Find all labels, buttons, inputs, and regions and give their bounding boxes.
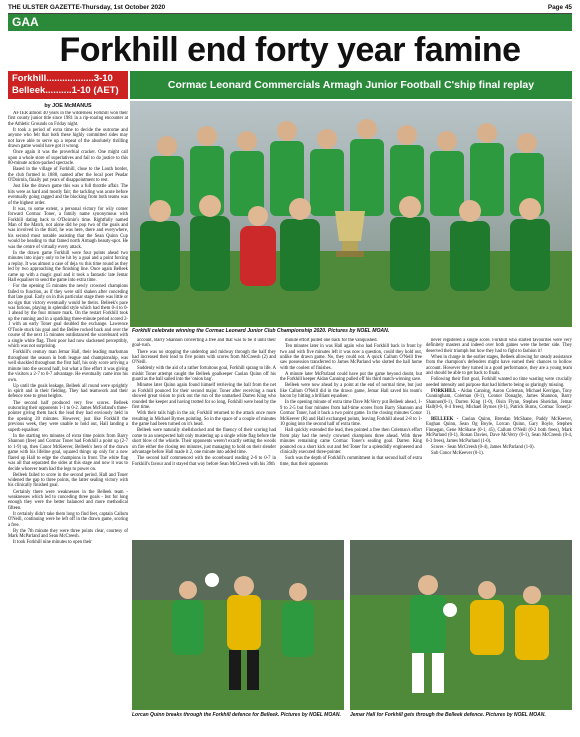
subs-line: Sub Conor McKeever (0-1). (431, 450, 484, 456)
page-number: Page 45 (547, 4, 572, 11)
masthead-title: THE ULSTER GAZETTE-Thursday, 1st October 2020 (8, 4, 166, 11)
paragraph: When in charge in the earlier stages, Belleek allowing for steady assistance from the champion's defenders might have earned their chances to hollow account. However they turned in a good performance, they are a young team and should be able to get back to finals. (426, 354, 572, 377)
paragraph: Certainly there were weaknesses in the Belleek team - weaknesses which led to conceding three goals - but for long enough they were the better balanced and more methodical fifteen. (8, 489, 128, 511)
paragraph: For the opening 15 minutes the newly crowned champions failed to function, as if they were still shaken after conceding that late goal. Early on in this particular stage there was little or no sign that victory eventually would be theirs. Belleek's pace was furious, playing in splendid style which had them 0-4 to 0-1 ahead by the four minute mark. On the restart Forkhill took up the running and in a sparkling three-minute period scored 2-1 with an early Toner goal doubled the exchange. Lawrence O'Toole stuck his goal and the Bellee rocked back and over the course of the next 15 minutes outdistanced the scoreboard with a single white flag. Their poor had now slackened perceptibly, which was not surprising. (8, 284, 128, 350)
paragraph: Belleek failed to score in the second period. Hall and Toner widened the gap to three points, the latter sealing victory with his clinically finished goal. (8, 472, 128, 489)
action-photo-belleek (132, 540, 344, 710)
team-label: BELLEEK - (431, 416, 459, 422)
action-photo-forkhill (350, 540, 572, 710)
paragraph: There was no stopping the underdog and midway through the half they had increased their lead to five points with scores from McCreesh (2) and O'Neill. (132, 349, 276, 366)
scores-line: Scores - Sean McCreesh (0-4), James McParland (1-0). (431, 444, 535, 450)
football-icon (205, 573, 219, 587)
paragraph: With their tails high in the air, Forkhill returned to the attack once more resulting in Michael Byrnes pointing. So in the space of a couple of minutes the game had been turned on it's head. (132, 411, 276, 428)
paragraph: Hall quickly extended the lead, then pointed a free then Coleman's effort from play had the newly crowned champions three ahead. With three minutes remaining came Cormac Toner's sealing goal. Darren King pounced on a short kick out and fed Toner for a splendidly engineered and clinically executed three-pointer. (280, 428, 422, 456)
action-photo-caption-forkhill: Jemar Hall for Forkhill gets through the Belleek defence. Pictures by NOEL MOAN. (350, 712, 546, 718)
paragraph: In the drawn game Forkhill were four points ahead two minutes into injury only to be hit by a goal and a point forcing a replay. It was almost a case of deja vu this time round as they led by two approaching the finishing line. Once again Belleek came up with a magic goal and it took a fantastic late Jemar Hall equaliser to send the game into extra time. (8, 250, 128, 284)
action-photo-illustration (350, 540, 572, 710)
action-photo-illustration (132, 540, 344, 710)
team-celebration-photo (130, 101, 572, 327)
paragraph: Once again it was the proverbial cracker. One might call upon a whole store of superlatives and fail to do justice to this 80-minute action-packed spectacle. (8, 150, 128, 167)
team-players: Caolan Quinn, Brendan McShane, Paddy McKeever, Eoghan Quinn, Sean Og Boyle, Lorcan Quinn, Gary Boyle, Stephen Finnegan, Gene McShane (0-1, 45), Callum O'Neill (0-2 both frees), Mark McParland (0-1), Ronan Davies, Dave McVerry (0-1), Sean McCreesh (0-4, 0-3 frees), James McParland (1-0). (426, 416, 572, 444)
headline: Forkhill end forty year famine (59, 31, 521, 69)
paragraph: The second half produced very few scores. Belleek outscoring their opponents 1-1 to 0-2. James McFarland's three-pointer giving them back the lead they had enviously held in the opening 20 minutes. However, just like Forkhill the previous week, they were unable to hold out, Hall landing a superb equaliser. (8, 400, 128, 433)
paragraph: Suddenly with the aid of a rather fortuitous goal, Forkhill sprang to life. A mishit Toner attempt caught the Belleek goalkeeper Caolan Quinn off his guard as the ball sailed into the 'onion bag'. (132, 366, 276, 383)
paragraph: Belleek were naturally shellshocked and the fluency of their scoring had come to an unexpected halt only mustering up a single white flag before the short blow of the whistle. Their opponents weren't exactly setting the woods on fire either the closing ten minutes, just managing to hold on their slender advantage before Hall made it 2, one minute into added time. (132, 428, 276, 456)
article-column-4 (426, 338, 572, 538)
paragraph: In the starting ten minutes of extra time points from Barry Shannon (free) and Cormac Toner had Forkhill a point up (2-7 to 1-9) up, then Conor McKeever, Belleek's hero of the drawn game with his lifeline goal, squared things up only for a new flared up Hall to edge the champions in front. The white flag was all that separated the sides at this stage and now it was to decide whoever team had the legs to power on. (8, 433, 128, 472)
article-column-3 (280, 338, 422, 538)
byline: by JOE McMANUS (44, 103, 92, 109)
paragraph: Belleek were now ahead by a point at the end of normal time, but just like Callum O'Neill did in the drawn game, Jemar Hall saved his team's bacon by hitting a brilliant equaliser. (280, 383, 422, 400)
paragraph: It took Forkhill nine minutes to open their (13, 540, 92, 546)
article-column-2 (132, 338, 276, 538)
paragraph: Forkhill's century man Jemar Hall, their leading marksman throughout the season in both league and championship, was well shackled throughout the first half, his only score arriving a minute into the second half, but what a fine effort it was giving the visitors a 2-7 to 0-7 advantage. He eventually came into his own. (8, 350, 128, 383)
paragraph: Ten minutes later in was Hall again who had Forkhill back in front by two and with five minutes left it was now a question, could they hold out, unlike the drawn game. No, they could not. A quick Callum O'Neill free saw possession transferred to James McParland who slotted the ball home with the coolest of finishes. (280, 344, 422, 371)
paragraph: It was, to some extent, a personal victory for wily corner forward Cormac Toner, a family name synonymous with Forkhill dating back to O'Doirnin's time. Rightfully named Man of the Match, not alone did he pop two of the goals and was involved in the third, he was here, there and everywhere, his second most notable assisting that the Sean Quinn Cup would be heading to that famed north Armagh beauty-spot. He was the centre of virtually every attack. (8, 206, 128, 250)
section-label: GAA (8, 14, 572, 31)
paragraph: Based in the village of Forkhill, close to the Louth border, the club formed in 1888, named after the local poet Peadar O'Doirnin, finally put years of disappointment to rest. (8, 167, 128, 184)
paragraph: never registered a single score. Forkhill who started favourites were very definitely masters and indeed over both games were the better side. They deserved their triumph but how they had to fight to fashion it! (426, 338, 572, 354)
masthead (8, 2, 572, 14)
score-line-belleek: Belleek..........1-10 (AET) (12, 85, 119, 96)
paragraph: minute effort pulled one back for the vanquished. (285, 338, 378, 343)
paragraph: In the opening minute of extra time Dave McVerry put Belleek ahead, 1-9 to 2-5 but four minutes from half-time scores from Barry Shannon and Cormac Toner, had it back a two point game. In the closing minutes Conor McKeever (R) and Hall exchanged points, leaving Forkhill ahead 2-8 to 1-10 going into the second half of extra time. (280, 400, 422, 428)
action-photo-caption-belleek: Lorcan Quinn breaks through the Forkhill defence for Belleek. Pictures by NOEL MOAN. (132, 712, 341, 718)
score-box (8, 71, 128, 99)
team-photo-illustration (130, 101, 572, 327)
paragraph: Minutes later Quinn again found himself retrieving the ball from the net as Forkhill pounced for their second major. Toner after receiving a mark showed great vision to pick out the run of the unmarked Darren King who rounded the keeper and having trotted for so long, Forkhill were head by the first time. (132, 383, 276, 411)
paragraph: AFTER almost 40 years in the wilderness Forkhill won their first county junior title since 1981 in a rip-roaring encounter at the Athletic Grounds on Friday night. (8, 111, 128, 127)
team-list-forkhill (426, 389, 572, 416)
paragraph: Up until the goals leakage, Belleek all round were sprightly in spirit and in their fielding. They had teamwork and their defence rose to great heights. (8, 383, 128, 400)
paragraph: It certainly didn't take them long to find feet, captain Callum O'Neill, continuing were he left off in the drawn game, scoring a free. (8, 511, 128, 528)
main-photo-caption: Forkhill celebrate winning the Cormac Leonard Junior Club Championship 2020. Pictures by NOEL MOAN. (132, 328, 390, 334)
paragraph: The second half commenced with the scoreboard reading 2-6 to 0-7 in Forkhill's favour and it stayed that way before Sean McCreesh with his 39th (132, 456, 276, 467)
paragraph: It took a period of extra time to decide the outcome and anyone who felt that both these highly committed sides may not have able to serve up a repeat of the absolutely thrilling drawn game would have got it wrong. (8, 127, 128, 150)
paragraph: Following their first goal, Forkhill wanted no time wasting were crucially needed intensity and purpose that had hitherto being so glaringly missing. (426, 377, 572, 388)
team-label: FORKHILL - (431, 388, 460, 394)
paragraph: account, Barry Shannon converting a free and that was to be it until their goal-rush. (132, 338, 276, 349)
paragraph: Such was the depth of Forkhill's commitment in that second half of extra time, that their opponents (280, 456, 422, 467)
paragraph: Just like the drawn game this was a full throttle affair. The hits were as hard and mostly fair; the tackling was acute before eventually going ragged and the blocking from both teams was of the highest order. (8, 184, 128, 206)
score-line-forkhill: Forkhill..................3-10 (12, 73, 113, 84)
paragraph: By the 7th minute they were three points clear, courtesy of Mark McParland and Sean McCreesh. (8, 528, 128, 540)
paragraph: A minute later McParland could have put the game beyond doubt, but the Forkhill keeper Aidan Canning pulled off his third match-winning save. (280, 371, 422, 383)
team-players: Aidan Canning, Aaron Coleman, Michael Kerrigan, Tony Cunningham, Coleman (0-1), Connor Donaghy, James Shannon, Barry Shannon(0-1), Darren King (1-0), Oisin Flynn, Stephen Sheridan, Jemar Hall(0-6, 0-4 frees), Michael Byrnes (0-1), Patrick Burns, Cormac Toner(2-1). (426, 388, 572, 416)
team-list-belleek (426, 417, 572, 444)
competition-banner: Cormac Leonard Commercials Armagh Junior Football C'ship final replay (130, 71, 572, 99)
article-column-1 (8, 111, 128, 729)
football-icon (443, 603, 457, 617)
